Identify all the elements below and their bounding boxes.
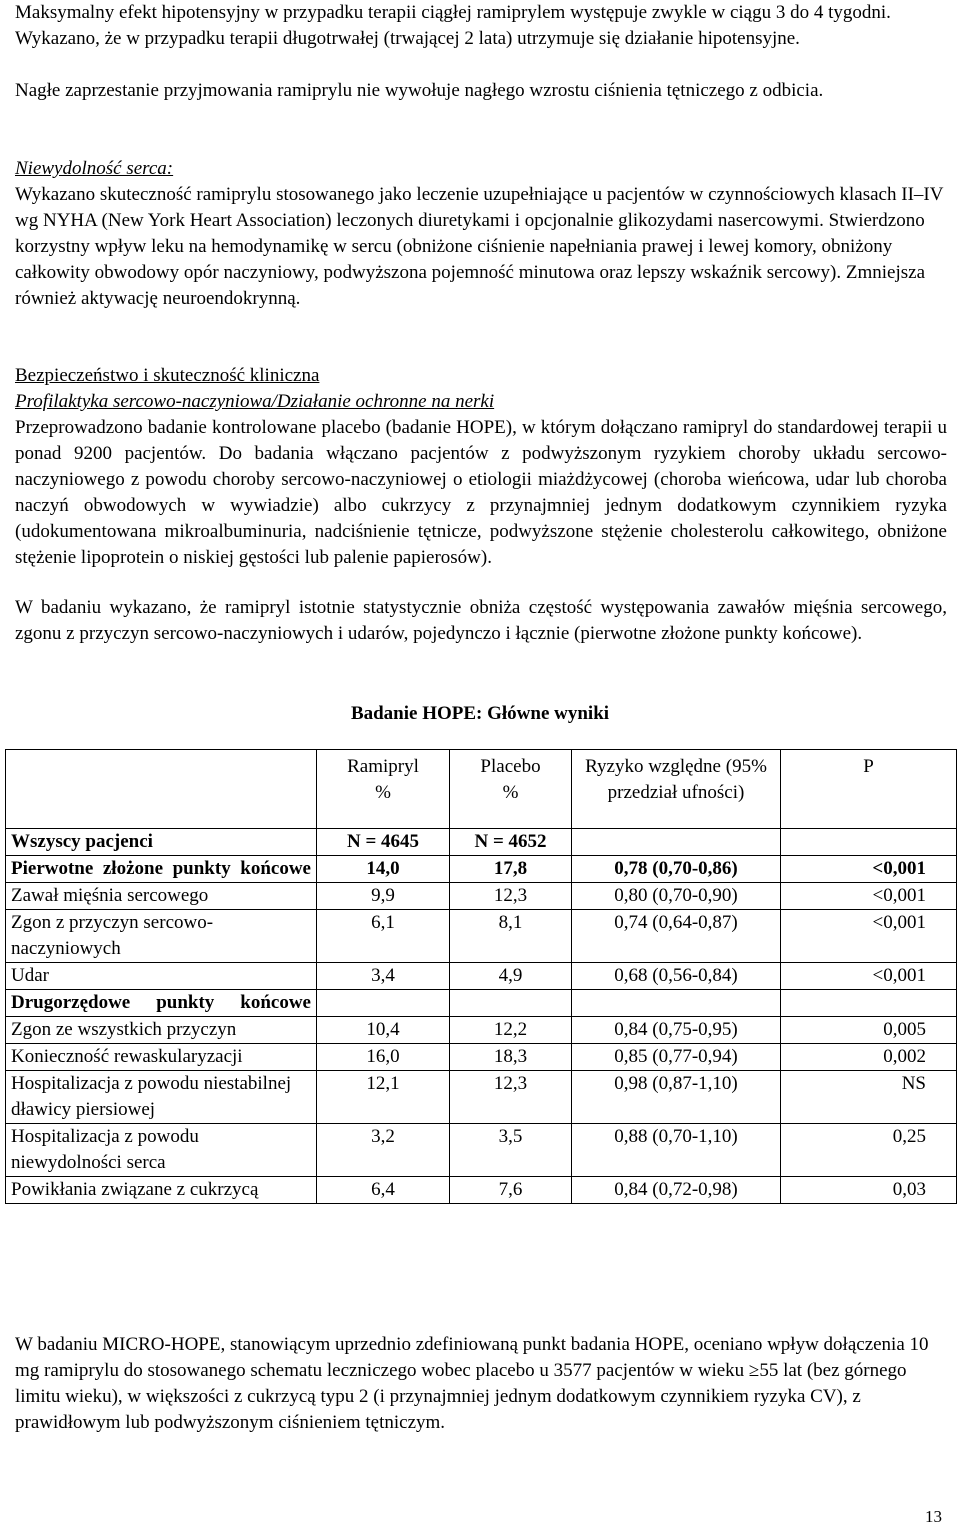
cell-placebo: 8,1	[450, 910, 572, 963]
hope-results-table	[5, 749, 957, 1204]
row-label: Hospitalizacja z powodu niestabilnej dławicy piersiowej	[6, 1071, 317, 1124]
page-number: 13	[925, 1507, 942, 1526]
cell-p: 0,005	[781, 1017, 957, 1044]
cell-ramipril: 16,0	[317, 1044, 450, 1071]
row-label: Zawał mięśnia sercowego	[6, 883, 317, 910]
hope-table-title: Badanie HOPE: Główne wyniki	[350, 703, 610, 724]
cell-rr	[572, 990, 781, 1017]
cell-rr: 0,84 (0,75-0,95)	[572, 1017, 781, 1044]
cell-placebo: 12,3	[450, 883, 572, 910]
cell-ramipril: 6,4	[317, 1177, 450, 1204]
cell-ramipril	[317, 990, 450, 1017]
cell-p	[781, 990, 957, 1017]
table-row	[6, 1017, 957, 1044]
cell-placebo: 3,5	[450, 1124, 572, 1177]
table-row	[6, 829, 957, 856]
intro-paragraph-2: Nagłe zaprzestanie przyjmowania ramiprylu nie wywołuje nagłego wzrostu ciśnienia tętniczego z odbicia.	[15, 80, 824, 101]
row-label: Zgon ze wszystkich przyczyn	[6, 1017, 317, 1044]
cell-placebo: 7,6	[450, 1177, 572, 1204]
cell-p: 0,002	[781, 1044, 957, 1071]
cell-placebo: 17,8	[450, 856, 572, 883]
table-row	[6, 910, 957, 963]
cell-p: <0,001	[781, 910, 957, 963]
safety-subheading: Profilaktyka sercowo-naczyniowa/Działanie ochronne na nerki	[15, 391, 495, 412]
cell-rr: 0,84 (0,72-0,98)	[572, 1177, 781, 1204]
row-label: Wszyscy pacjenci	[6, 829, 317, 856]
cell-rr: 0,68 (0,56-0,84)	[572, 963, 781, 990]
row-label: Udar	[6, 963, 317, 990]
cell-rr: 0,78 (0,70-0,86)	[572, 856, 781, 883]
heart-failure-heading: Niewydolność serca:	[15, 158, 174, 179]
cell-p: <0,001	[781, 883, 957, 910]
cell-ramipril: 9,9	[317, 883, 450, 910]
table-row	[6, 963, 957, 990]
cell-placebo: 4,9	[450, 963, 572, 990]
cell-rr: 0,88 (0,70-1,10)	[572, 1124, 781, 1177]
header-p: P	[781, 750, 957, 829]
header-relative-risk: Ryzyko względne (95% przedział ufności)	[572, 750, 781, 829]
cell-p: <0,001	[781, 963, 957, 990]
row-label: Drugorzędowe punkty końcowe	[6, 990, 317, 1017]
cell-ramipril: 3,4	[317, 963, 450, 990]
safety-heading: Bezpieczeństwo i skuteczność kliniczna	[15, 365, 320, 386]
cell-ramipril: 12,1	[317, 1071, 450, 1124]
header-ramipril: Ramipryl %	[317, 750, 450, 829]
heart-failure-body: Wykazano skuteczność ramiprylu stosowanego jako leczenie uzupełniające u pacjentów w czynnościowych klasach II–IV wg NYHA (New York Heart Association) leczonych diuretykami i opcjonalnie glikozydami nasercowymi. Stwierdzono korzystny wpływ leku na hemodynamikę w sercu (obniżone ciśnienie napełniania prawej i lewej komory, obniżony całkowity obwodowy opór naczyniowy, podwyższona pojemność minutowa oraz lepszy wskaźnik sercowy). Zmniejsza również aktywację neuroendokrynną.	[15, 184, 944, 309]
cell-ramipril: 3,2	[317, 1124, 450, 1177]
table-row	[6, 990, 957, 1017]
cell-ramipril: 6,1	[317, 910, 450, 963]
cell-rr: 0,85 (0,77-0,94)	[572, 1044, 781, 1071]
cell-p: 0,03	[781, 1177, 957, 1204]
table-row	[6, 856, 957, 883]
cell-p: NS	[781, 1071, 957, 1124]
cell-placebo: N = 4652	[450, 829, 572, 856]
cell-placebo: 12,3	[450, 1071, 572, 1124]
cell-p: 0,25	[781, 1124, 957, 1177]
row-label: Hospitalizacja z powodu niewydolności serca	[6, 1124, 317, 1177]
table-row	[6, 1124, 957, 1177]
header-placebo: Placebo %	[450, 750, 572, 829]
cell-placebo: 12,2	[450, 1017, 572, 1044]
cell-placebo: 18,3	[450, 1044, 572, 1071]
cell-rr: 0,98 (0,87-1,10)	[572, 1071, 781, 1124]
cell-rr	[572, 829, 781, 856]
cell-rr: 0,74 (0,64-0,87)	[572, 910, 781, 963]
table-row	[6, 883, 957, 910]
hope-conclusion: W badaniu wykazano, że ramipryl istotnie statystycznie obniża częstość występowania zawałów mięśnia sercowego, zgonu z przyczyn sercowo-naczyniowych i udarów, pojedynczo i łącznie (pierwotne złożone punkty końcowe).	[15, 597, 947, 644]
row-label: Zgon z przyczyn sercowo-naczyniowych	[6, 910, 317, 963]
intro-paragraph-1: Maksymalny efekt hipotensyjny w przypadku terapii ciągłej ramiprylem występuje zwykle w ciągu 3 do 4 tygodni. Wykazano, że w przypadku terapii długotrwałej (trwającej 2 lata) utrzymuje się działanie hipotensyjne.	[15, 2, 891, 49]
cell-ramipril: N = 4645	[317, 829, 450, 856]
cell-placebo	[450, 990, 572, 1017]
table-header-row	[6, 750, 957, 829]
cell-rr: 0,80 (0,70-0,90)	[572, 883, 781, 910]
table-row	[6, 1044, 957, 1071]
cell-p: <0,001	[781, 856, 957, 883]
cell-p	[781, 829, 957, 856]
header-empty-cell	[6, 750, 317, 829]
table-row	[6, 1071, 957, 1124]
row-label: Pierwotne złożone punkty końcowe	[6, 856, 317, 883]
micro-hope-paragraph: W badaniu MICRO-HOPE, stanowiącym uprzednio zdefiniowaną punkt badania HOPE, oceniano wpływ dołączenia 10 mg ramiprylu do stosowanego schematu leczniczego wobec placebo u 3577 pacjentów w wieku ≥55 lat (bez górnego limitu wieku), w większości z cukrzycą typu 2 (i przynajmniej jednym dodatkowym czynnikiem ryzyka CV), z prawidłowym lub podwyższonym ciśnieniem tętniczym.	[15, 1334, 929, 1433]
row-label: Powikłania związane z cukrzycą	[6, 1177, 317, 1204]
hope-description: Przeprowadzono badanie kontrolowane placebo (badanie HOPE), w którym dołączano ramipryl do standardowej terapii u ponad 9200 pacjentów. Do badania włączano pacjentów z podwyższonym ryzykiem choroby układu sercowo-naczyniowego z powodu choroby sercowo-naczyniowej o etiologii miażdżycowej (choroba wieńcowa, udar lub choroba naczyń obwodowych w wywiadzie) albo cukrzycy z przynajmniej jednym dodatkowym czynnikiem ryzyka (udokumentowana mikroalbuminuria, nadciśnienie tętnicze, podwyższone stężenie cholesterolu całkowitego, obniżone stężenie lipoprotein o niskiej gęstości lub palenie papierosów).	[15, 417, 947, 568]
cell-ramipril: 14,0	[317, 856, 450, 883]
row-label: Konieczność rewaskularyzacji	[6, 1044, 317, 1071]
table-row	[6, 1177, 957, 1204]
cell-ramipril: 10,4	[317, 1017, 450, 1044]
